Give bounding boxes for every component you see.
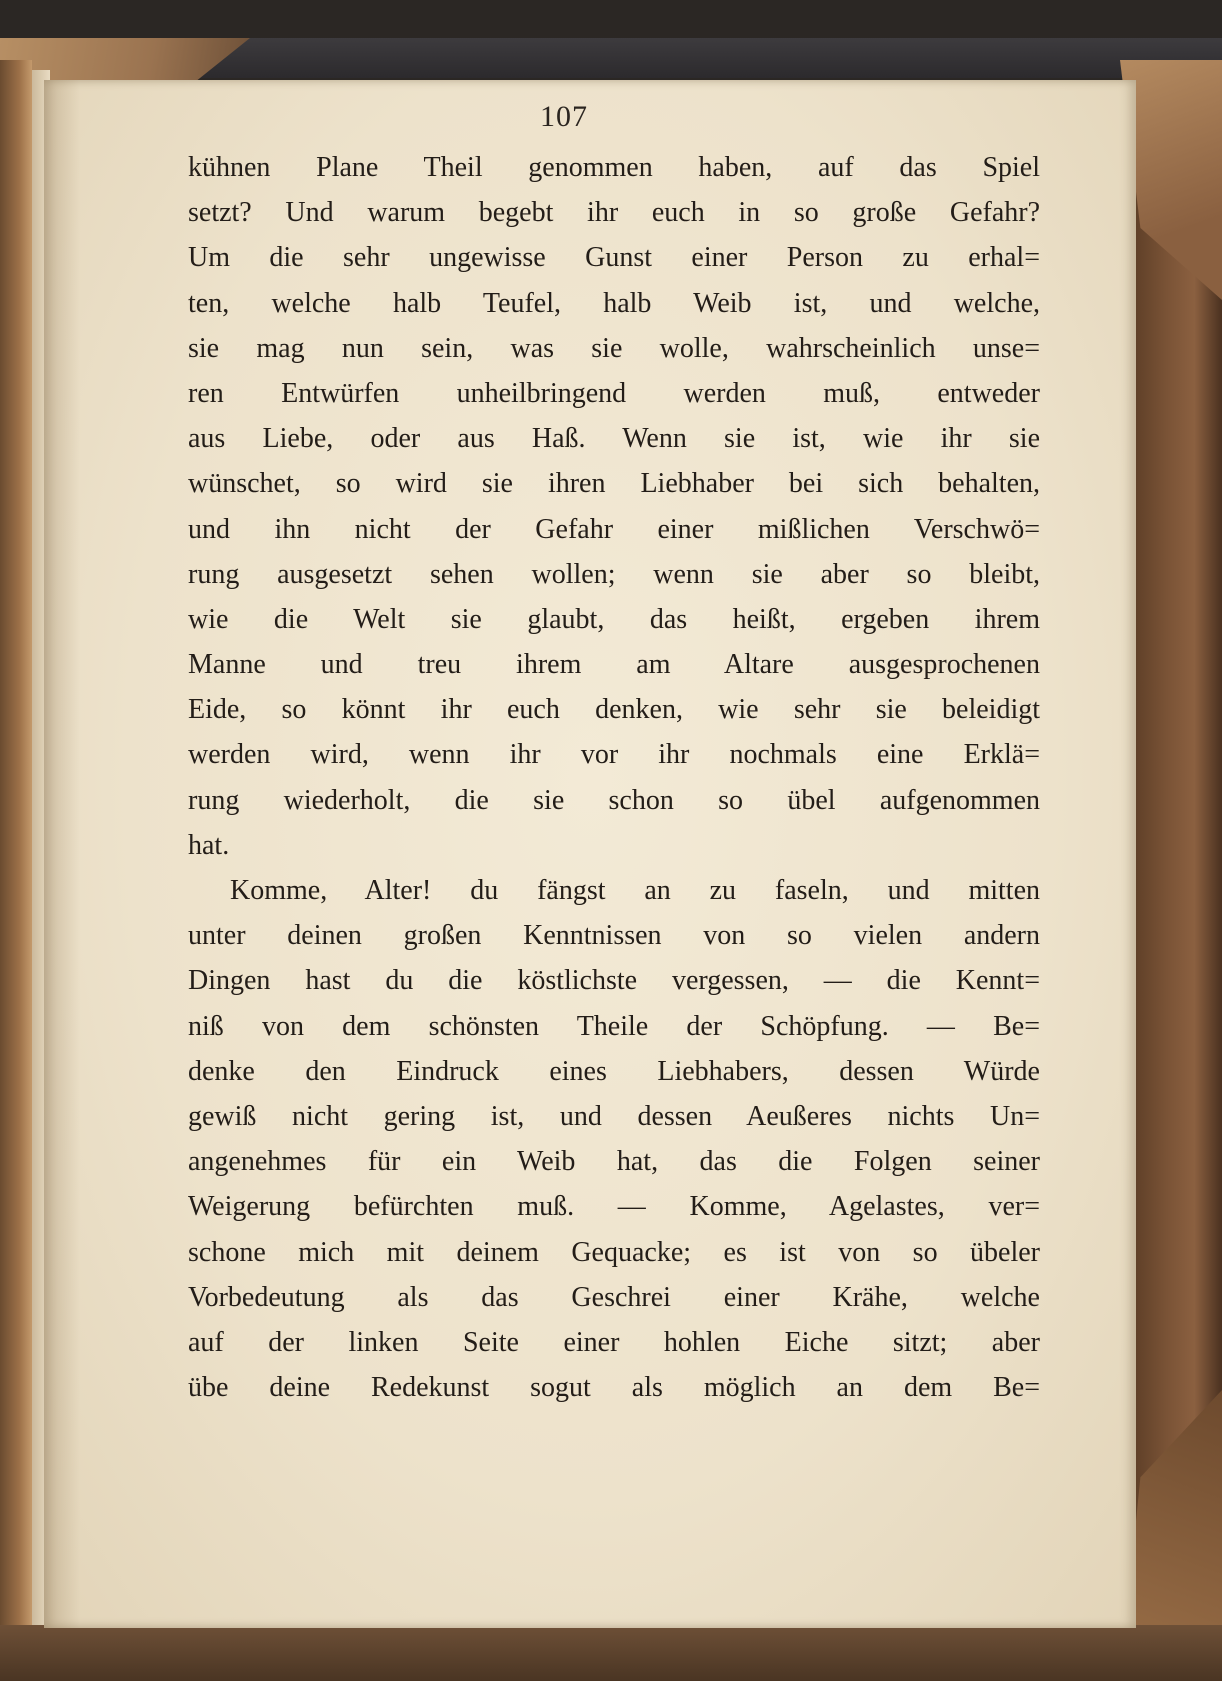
text-line: niß von dem schönsten Theile der Schöpfung. — Be= — [188, 1010, 1040, 1042]
text-line: Weigerung befürchten muß. — Komme, Agelastes, ver= — [188, 1191, 1040, 1223]
text-line: angenehmes für ein Weib hat, das die Folgen seiner — [188, 1146, 1040, 1178]
paragraph — [188, 145, 1040, 868]
text-line: rung wiederholt, die sie schon so übel aufgenommen — [188, 784, 1040, 816]
text-line: gewiß nicht gering ist, und dessen Aeußeres nichts Un= — [188, 1100, 1040, 1132]
text-line: wünschet, so wird sie ihren Liebhaber bei sich behalten, — [188, 468, 1040, 500]
text-line: und ihn nicht der Gefahr einer mißlichen Verschwö= — [188, 513, 1040, 545]
text-line: denke den Eindruck eines Liebhabers, dessen Würde — [188, 1055, 1040, 1087]
paragraph — [188, 868, 1040, 1410]
text-line: unter deinen großen Kenntnissen von so vielen andern — [188, 920, 1040, 952]
text-line: Manne und treu ihrem am Altare ausgesprochenen — [188, 649, 1040, 681]
text-line: ren Entwürfen unheilbringend werden muß, entweder — [188, 377, 1040, 409]
text-line: kühnen Plane Theil genommen haben, auf das Spiel — [188, 152, 1040, 183]
text-line: wie die Welt sie glaubt, das heißt, ergeben ihrem — [188, 603, 1040, 635]
text-line: schone mich mit deinem Gequacke; es ist von so übeler — [188, 1236, 1040, 1268]
book-spine — [0, 60, 32, 1681]
text-line: rung ausgesetzt sehen wollen; wenn sie aber so bleibt, — [188, 558, 1040, 590]
text-line: aus Liebe, oder aus Haß. Wenn sie ist, wie ihr sie — [188, 423, 1040, 455]
text-line: Um die sehr ungewisse Gunst einer Person zu erhal= — [188, 242, 1040, 274]
text-line: Eide, so könnt ihr euch denken, wie sehr sie beleidigt — [188, 694, 1040, 726]
text-line: werden wird, wenn ihr vor ihr nochmals eine Erklä= — [188, 739, 1040, 771]
text-line: Vorbedeutung als das Geschrei einer Krähe, welche — [188, 1281, 1040, 1313]
text-line: setzt? Und warum begebt ihr euch in so große Gefahr? — [188, 197, 1040, 229]
page-number: 107 — [540, 100, 588, 133]
page-text — [188, 145, 1040, 1410]
text-line: ten, welche halb Teufel, halb Weib ist, und welche, — [188, 287, 1040, 319]
text-line: auf der linken Seite einer hohlen Eiche sitzt; aber — [188, 1326, 1040, 1358]
text-line: Dingen hast du die köstlichste vergessen, — die Kennt= — [188, 965, 1040, 997]
book-cover-bottom — [0, 1625, 1222, 1681]
text-line: Komme, Alter! du fängst an zu faseln, und mitten — [230, 875, 1040, 906]
text-line: übe deine Redekunst sogut als möglich an dem Be= — [188, 1372, 1040, 1404]
gutter-shadow — [44, 80, 80, 1628]
text-line: hat. — [188, 829, 230, 861]
text-line: sie mag nun sein, was sie wolle, wahrscheinlich unse= — [188, 332, 1040, 364]
